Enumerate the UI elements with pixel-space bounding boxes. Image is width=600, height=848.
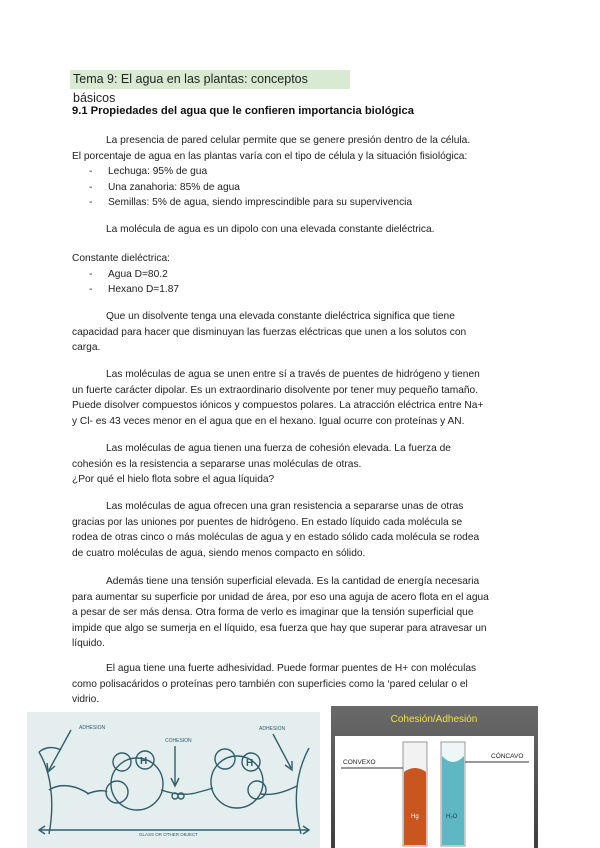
hydrogen-bonds-paragraph [72,367,534,429]
cohesion-adhesion-diagram [27,712,320,848]
paragraph-line: Puede disolver compuestos iónicos y compuestos polares. La atracción eléctrica entre Na+ [72,400,484,412]
dielectric-paragraph [72,309,534,356]
dipole-sentence: La molécula de agua es un dipolo con una elevada constante dieléctrica. [106,224,435,235]
paragraph-line: un fuerte carácter dipolar. Es un extraordinario disolvente por tener muy pequeño tamaño. [72,384,479,396]
paragraph-line: Que un disolvente tenga una elevada constante dieléctrica significa que tiene [106,311,455,322]
water-content-list [72,164,534,211]
paragraph-line: impide que algo se sumerja en el líquido, esa fuerza que hay que superar para atravesar un [72,622,487,634]
paragraph-line: El agua tiene una fuerte adhesividad. Puede formar puentes de H+ con moléculas [106,663,477,674]
cohesion-label: COHESION [165,738,192,744]
adhesion-left-label: ADHESION [79,725,106,731]
paragraph-line: como polisacáridos o proteínas pero también con superficies como la ‘pared celular o el [72,678,468,690]
paragraph-line: vidrio. [72,694,100,706]
section-heading: 9.1 Propiedades del agua que le confieren importancia biológica [72,105,414,117]
water-label: H₂O [446,814,458,820]
dielectric-section [72,251,534,298]
concave-label: CÓNCAVO [491,753,524,760]
paragraph-line: rodea de otras cinco o más moléculas de agua y en estado sólido cada molécula se rodea [72,532,480,544]
hydrogen-left-label: H [140,756,148,767]
mercury-column [404,768,426,845]
paragraph-line: cohesión es la resistencia a separarse unas moléculas de otras. [72,458,362,470]
paragraph-line: líquido. [72,638,105,650]
hydrogen-right-label: H [246,758,254,769]
paragraph-line: Las moléculas de agua ofrecen una gran resistencia a separarse unas de otras [106,501,464,512]
intro-line-2: El porcentaje de agua en las plantas varía con el tipo de célula y la situación fisiológica: [72,150,468,162]
molecule-sketch [27,712,320,848]
paragraph-line: ¿Por qué el hielo flota sobre el agua líquida? [72,474,275,486]
list-item: - Semillas: 5% de agua, siendo imprescindible para su supervivencia [89,197,413,209]
paragraph-line: Las moléculas de agua tienen una fuerza de cohesión elevada. La fuerza de [106,443,451,454]
water-column [442,756,464,845]
paragraph-line: Además tiene una tensión superficial elevada. Es la cantidad de energía necesaria [106,576,480,587]
page-title: Tema 9: El agua en las plantas: conceptos básicos [70,70,350,89]
paragraph-line: capacidad para hacer que disminuyan las fuerzas eléctricas que unen a los solutos con [72,326,467,338]
convex-label: CONVEXO [343,759,376,766]
list-item: - Lechuga: 95% de gua [89,166,208,177]
paragraph-line: gracias por las uniones por puentes de hidrógeno. En estado líquido cada molécula se [72,516,463,528]
paragraph-line: a pesar de ser más densa. Otra forma de verlo es imaginar que la tensión superficial que [72,607,474,619]
paragraph-line: para aumentar su superficie por unidad de área, por eso una aguja de acero flota en el agua [72,591,489,603]
list-item: - Una zanahoria: 85% de agua [89,181,240,193]
paragraph-line: Las moléculas de agua se unen entre sí a través de puentes de hidrógeno y tienen [106,369,480,380]
glass-object-label: GLASS OR OTHER OBJECT [139,832,199,837]
meniscus-figure [331,706,538,848]
mercury-label: Hg [411,814,419,820]
list-item: - Agua D=80.2 [89,268,168,280]
dielectric-label: Constante dieléctrica: [72,253,170,264]
resistance-paragraph [72,499,534,561]
paragraph-line: carga. [72,342,101,354]
meniscus-illustration [331,706,538,848]
adhesion-right-label: ADHESION [259,726,286,732]
cohesion-paragraph [72,441,534,488]
adhesion-paragraph [72,661,534,708]
surface-tension-paragraph [72,574,534,652]
paragraph-line: y Cl- es 43 veces menor en el agua que en el hexano. Igual ocurre con proteínas y AN. [72,415,465,427]
paragraph-line: de cuatro moléculas de agua, siendo menos compacto en sólido. [72,547,366,559]
intro-paragraph [72,133,534,164]
dipole-paragraph [72,222,534,238]
list-item: - Hexano D=1.87 [89,284,180,296]
figure-title: Cohesión/Adhesión [390,714,478,725]
intro-line-1: La presencia de pared celular permite que se genere presión dentro de la célula. [106,135,471,146]
